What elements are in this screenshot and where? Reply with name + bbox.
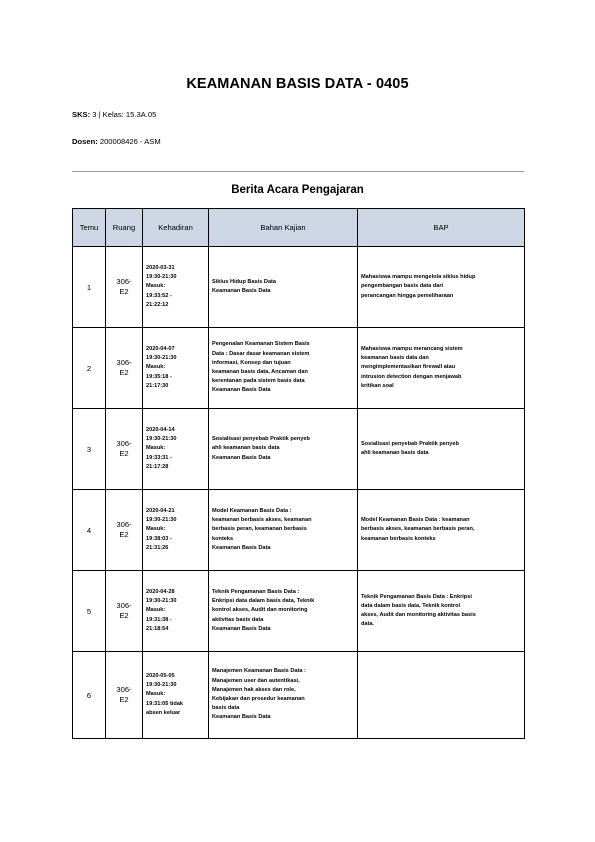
bap-line: data.	[361, 621, 375, 628]
cell-bap	[358, 652, 525, 739]
header-temu: Temu	[73, 209, 106, 247]
bap-line: data dalam basis data, Teknik kontrol	[361, 602, 461, 609]
document-title: KEAMANAN BASIS DATA - 0405	[186, 76, 409, 92]
cell-kehadiran	[143, 571, 209, 652]
cell-bahan-kajian	[209, 247, 358, 328]
table-row	[73, 652, 525, 739]
bahan-kajian-line: aktivitas basis data	[212, 616, 264, 623]
kehadiran-line: Masuk:	[146, 283, 166, 290]
header-bap: BAP	[358, 209, 525, 247]
horizontal-divider	[72, 171, 524, 172]
kehadiran-line: 2020-04-28	[146, 588, 175, 595]
kehadiran-line: 21:17:28	[146, 463, 169, 470]
cell-bap	[358, 409, 525, 490]
bahan-kajian-line: Model Keamanan Basis Data :	[212, 507, 292, 514]
kehadiran-line: 19:38:03 -	[146, 535, 172, 542]
bahan-kajian-line: Manajemen Keamanan Basis Data :	[212, 668, 306, 675]
bap-line: kritikan soal	[361, 382, 394, 389]
kehadiran-line: 21:17:30	[146, 382, 169, 389]
kehadiran-line: 21:31:26	[146, 544, 169, 551]
kehadiran-line: Masuk:	[146, 607, 166, 614]
bap-line: mengimplementasikan firewall atau	[361, 364, 456, 371]
bap-line: Model Keamanan Basis Data : keamanan	[361, 517, 470, 524]
cell-kehadiran	[143, 490, 209, 571]
bap-line: Mahasiswa mampu mengelola siklus hidup	[361, 274, 476, 281]
bahan-kajian-line: basis data	[212, 705, 240, 712]
bap-line: akses, Audit dan monitoring aktivitas basis	[361, 612, 476, 618]
kehadiran-line: 19:35:18 -	[146, 373, 172, 380]
bap-line: berbasis akses, keamanan berbasis peran,	[361, 526, 475, 533]
bahan-kajian-line: keamanan basis data, Ancaman dan	[212, 369, 308, 375]
kehadiran-line: 2020-04-07	[146, 345, 175, 352]
bahan-kajian-line: Keamanan Basis Data	[212, 288, 271, 294]
kehadiran-line: 19:30-21:30	[146, 682, 177, 689]
table-row	[73, 247, 525, 328]
kehadiran-line: 2020-03-31	[146, 264, 175, 271]
bahan-kajian-line: konteks	[212, 535, 234, 542]
cell-kehadiran	[143, 652, 209, 739]
sks-label: SKS:	[72, 110, 91, 119]
bahan-kajian-line: Keamanan Basis Data	[212, 544, 271, 551]
bahan-kajian-line: Manajemen hak akses dan role,	[212, 686, 296, 693]
cell-temu: 5	[73, 571, 106, 652]
bahan-kajian-line: Enkripsi data dalam basis data, Teknik	[212, 598, 315, 605]
cell-ruang: 306-E2	[106, 328, 143, 409]
cell-bahan-kajian	[209, 328, 358, 409]
bahan-kajian-line: Pengenalan Keamanan Sistem Basis	[212, 341, 310, 348]
bahan-kajian-line: Siklus Hidup Basis Data	[212, 278, 277, 285]
kehadiran-line: 19:33:52 -	[146, 292, 172, 299]
sks-kelas-line	[72, 110, 156, 119]
cell-bap	[358, 571, 525, 652]
kehadiran-line: absen keluar	[146, 709, 181, 716]
kehadiran-line: 2020-05-05	[146, 672, 175, 679]
kehadiran-line: 19:30-21:30	[146, 517, 177, 524]
bap-line: keamanan basis data dan	[361, 355, 429, 362]
header-kehadiran: Kehadiran	[143, 209, 209, 247]
section-title: Berita Acara Pengajaran	[231, 184, 364, 196]
cell-ruang: 306-E2	[106, 571, 143, 652]
header-ruang: Ruang	[106, 209, 143, 247]
bap-line: keamanan berbasis konteks	[361, 535, 436, 542]
bap-table	[72, 208, 525, 739]
bahan-kajian-line: kontrol akses, Audit dan monitoring	[212, 607, 308, 614]
table-row	[73, 490, 525, 571]
kehadiran-line: 19:30-21:30	[146, 355, 177, 362]
kehadiran-line: Masuk:	[146, 364, 166, 371]
bap-line: Mahasiswa mampu merancang sistem	[361, 345, 463, 352]
bahan-kajian-line: Keamanan Basis Data	[212, 714, 271, 721]
cell-kehadiran	[143, 247, 209, 328]
bap-line: intrusion detection dengan menjawab	[361, 373, 462, 380]
bahan-kajian-line: informasi, Konsep dan tujuan	[212, 359, 291, 366]
kehadiran-line: 19:30-21:30	[146, 436, 177, 443]
bahan-kajian-line: keamanan berbasis akses, keamanan	[212, 517, 312, 524]
cell-ruang: 306-E2	[106, 247, 143, 328]
table-row	[73, 409, 525, 490]
header-bahan-kajian: Bahan Kajian	[209, 209, 358, 247]
cell-temu: 6	[73, 652, 106, 739]
cell-temu: 2	[73, 328, 106, 409]
bahan-kajian-line: Keamanan Basis Data	[212, 387, 271, 394]
cell-kehadiran	[143, 409, 209, 490]
bap-line: perancangan hingga pemeliharaan	[361, 292, 454, 299]
cell-bahan-kajian	[209, 409, 358, 490]
kehadiran-line: 19:30-21:30	[146, 598, 177, 605]
cell-bahan-kajian	[209, 490, 358, 571]
kehadiran-line: 2020-04-14	[146, 426, 175, 433]
kehadiran-line: Masuk:	[146, 445, 166, 452]
kehadiran-line: 19:33:31 -	[146, 454, 172, 461]
bahan-kajian-line: Keamanan Basis Data	[212, 625, 271, 632]
dosen-line	[72, 137, 161, 146]
bahan-kajian-line: Data : Dasar dasar keamanan sistem	[212, 350, 310, 357]
bahan-kajian-line: Kebijakan dan prosedur keamanan	[212, 696, 305, 702]
bap-line: Teknik Pengamanan Basis Data : Enkripsi	[361, 593, 472, 600]
cell-temu: 1	[73, 247, 106, 328]
table-row	[73, 328, 525, 409]
cell-ruang: 306-E2	[106, 409, 143, 490]
bahan-kajian-line: ahli keamanan basis data	[212, 445, 280, 452]
table-row	[73, 571, 525, 652]
dosen-label: Dosen:	[72, 137, 98, 146]
cell-bahan-kajian	[209, 571, 358, 652]
cell-kehadiran	[143, 328, 209, 409]
bap-line: pengembangan basis data dari	[361, 283, 444, 290]
cell-bap	[358, 490, 525, 571]
kehadiran-line: 2020-04-21	[146, 507, 175, 514]
cell-ruang: 306-E2	[106, 490, 143, 571]
cell-bap	[358, 247, 525, 328]
cell-temu: 3	[73, 409, 106, 490]
cell-ruang: 306-E2	[106, 652, 143, 739]
kehadiran-line: 21:22:12	[146, 301, 169, 308]
kehadiran-line: 21:18:54	[146, 625, 169, 632]
bahan-kajian-line: Manajemen user dan autentikasi,	[212, 677, 300, 684]
bahan-kajian-line: Sosialisasi penyebab Praktik penyeb	[212, 436, 310, 443]
cell-bahan-kajian	[209, 652, 358, 739]
bap-line: ahli keamanan basis data	[361, 450, 429, 456]
bahan-kajian-line: Keamanan Basis Data	[212, 454, 271, 461]
kehadiran-line: 19:31:05 tidak	[146, 700, 184, 707]
dosen-value: 200008426 - ASM	[97, 137, 161, 146]
kehadiran-line: Masuk:	[146, 526, 166, 533]
bahan-kajian-line: Teknik Pengamanan Basis Data :	[212, 588, 300, 595]
sks-kelas-value: 3 | Kelas: 15.3A.05	[90, 110, 157, 119]
bahan-kajian-line: kerentanan pada sistem basis data	[212, 378, 305, 385]
kehadiran-line: 19:30-21:30	[146, 274, 177, 281]
cell-bap	[358, 328, 525, 409]
table-header-row	[73, 209, 525, 247]
bahan-kajian-line: berbasis peran, keamanan berbasis	[212, 526, 307, 533]
cell-temu: 4	[73, 490, 106, 571]
bap-line: Sosialisasi penyebab Praktik penyeb	[361, 440, 459, 447]
kehadiran-line: 19:31:38 -	[146, 616, 172, 623]
kehadiran-line: Masuk:	[146, 691, 166, 698]
